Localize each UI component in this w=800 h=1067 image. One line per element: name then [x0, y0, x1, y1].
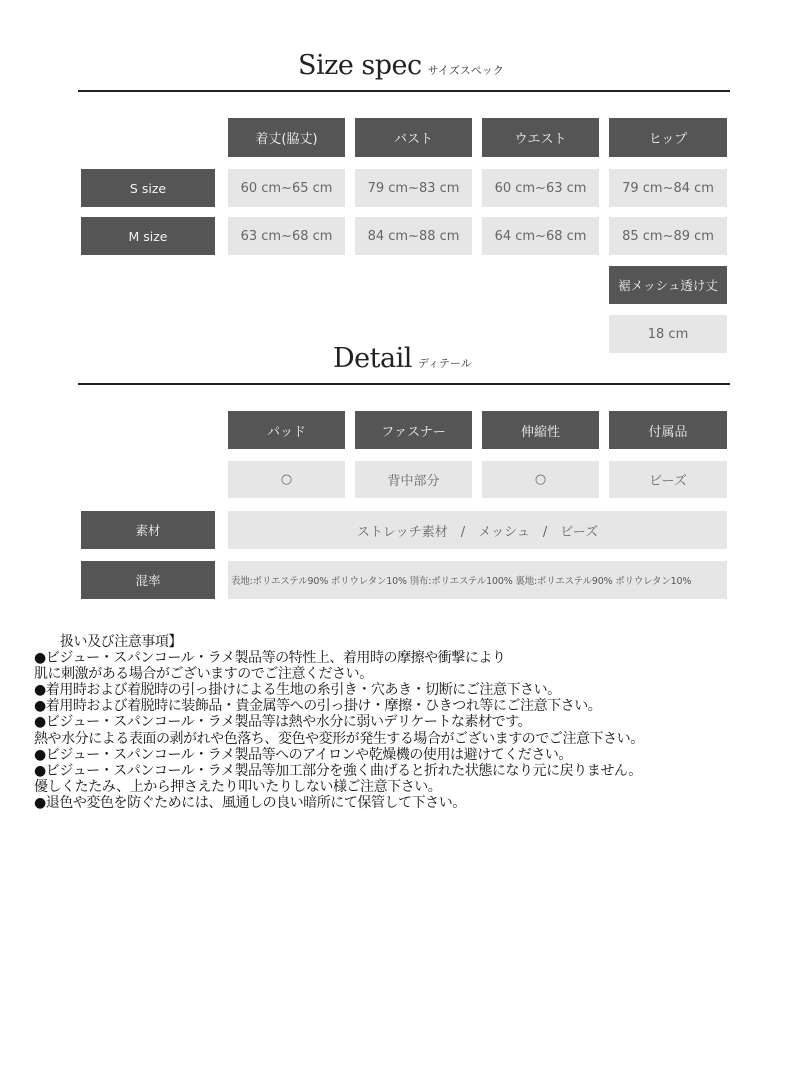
size-s-hip: 79 cm~84 cm	[609, 169, 727, 207]
detail-header-pad: パッド	[228, 411, 345, 449]
size-m-waist: 64 cm~68 cm	[482, 217, 599, 255]
size-header-bust: バスト	[355, 118, 472, 157]
care-note-line: 優しくたたみ、上から押さえたり叩いたりしない様ご注意下さい。	[34, 778, 442, 795]
size-spec-subtitle: サイズスペック	[427, 64, 504, 77]
size-header-mesh-length: 裾メッシュ透け丈	[609, 266, 727, 304]
detail-value-pad: ○	[228, 461, 345, 498]
size-s-waist: 60 cm~63 cm	[482, 169, 599, 207]
size-row-label-s: S size	[81, 169, 215, 207]
size-spec-divider	[78, 90, 730, 92]
detail-header-accessory: 付属品	[609, 411, 727, 449]
care-notes	[34, 634, 644, 811]
size-header-hip: ヒップ	[609, 118, 727, 157]
care-note-line: ●着用時および着脱時に装飾品・貴金属等への引っ掛け・摩擦・ひきつれ等にご注意下さい。	[34, 698, 602, 715]
care-note-line: ●着用時および着脱時の引っ掛けによる生地の糸引き・穴あき・切断にご注意下さい。	[34, 682, 561, 699]
material-value: ストレッチ素材 / メッシュ / ビーズ	[228, 511, 727, 549]
detail-value-zipper: 背中部分	[355, 461, 472, 498]
detail-heading	[333, 343, 472, 374]
size-header-waist: ウエスト	[482, 118, 599, 157]
care-note-line: ●ビジュー・スパンコール・ラメ製品等は熱や水分に弱いデリケートな素材です。	[34, 714, 532, 731]
size-s-length: 60 cm~65 cm	[228, 169, 345, 207]
size-m-length: 63 cm~68 cm	[228, 217, 345, 255]
size-s-bust: 79 cm~83 cm	[355, 169, 472, 207]
detail-subtitle: ディテール	[417, 357, 472, 370]
size-m-bust: 84 cm~88 cm	[355, 217, 472, 255]
care-note-line: 肌に刺激がある場合がございますのでご注意ください。	[34, 666, 373, 683]
size-m-hip: 85 cm~89 cm	[609, 217, 727, 255]
detail-value-stretch: ○	[482, 461, 599, 498]
blend-value: 表地:ポリエステル90% ポリウレタン10% 別布:ポリエステル100% 裏地:ポリエステル90% ポリウレタン10%	[228, 561, 727, 599]
detail-title: Detail	[333, 343, 412, 374]
detail-header-stretch: 伸縮性	[482, 411, 599, 449]
care-note-line: ●退色や変色を防ぐためには、風通しの良い暗所にて保管して下さい。	[34, 794, 466, 811]
care-notes-title: 扱い及び注意事項】	[60, 634, 182, 650]
size-row-label-m: M size	[81, 217, 215, 255]
care-note-line: ●ビジュー・スパンコール・ラメ製品等へのアイロンや乾燥機の使用は避けてください。	[34, 746, 572, 763]
detail-divider	[78, 383, 730, 385]
care-note-line: 熱や水分による表面の剥がれや色落ち、変色や変形が発生する場合がございますのでご注意下さい。	[34, 730, 644, 747]
material-label: 素材	[81, 511, 215, 549]
care-note-line: ●ビジュー・スパンコール・ラメ製品等の特性上、着用時の摩擦や衝撃により	[34, 650, 506, 667]
blend-label: 混率	[81, 561, 215, 599]
care-note-line: ●ビジュー・スパンコール・ラメ製品等加工部分を強く曲げると折れた状態になり元に戻りません。	[34, 762, 642, 779]
size-spec-title: Size spec	[298, 50, 422, 81]
detail-header-zipper: ファスナー	[355, 411, 472, 449]
size-mesh-length-value: 18 cm	[609, 315, 727, 353]
size-spec-heading	[298, 50, 504, 81]
size-header-length: 着丈(脇丈)	[228, 118, 345, 157]
detail-value-accessory: ビーズ	[609, 461, 727, 498]
